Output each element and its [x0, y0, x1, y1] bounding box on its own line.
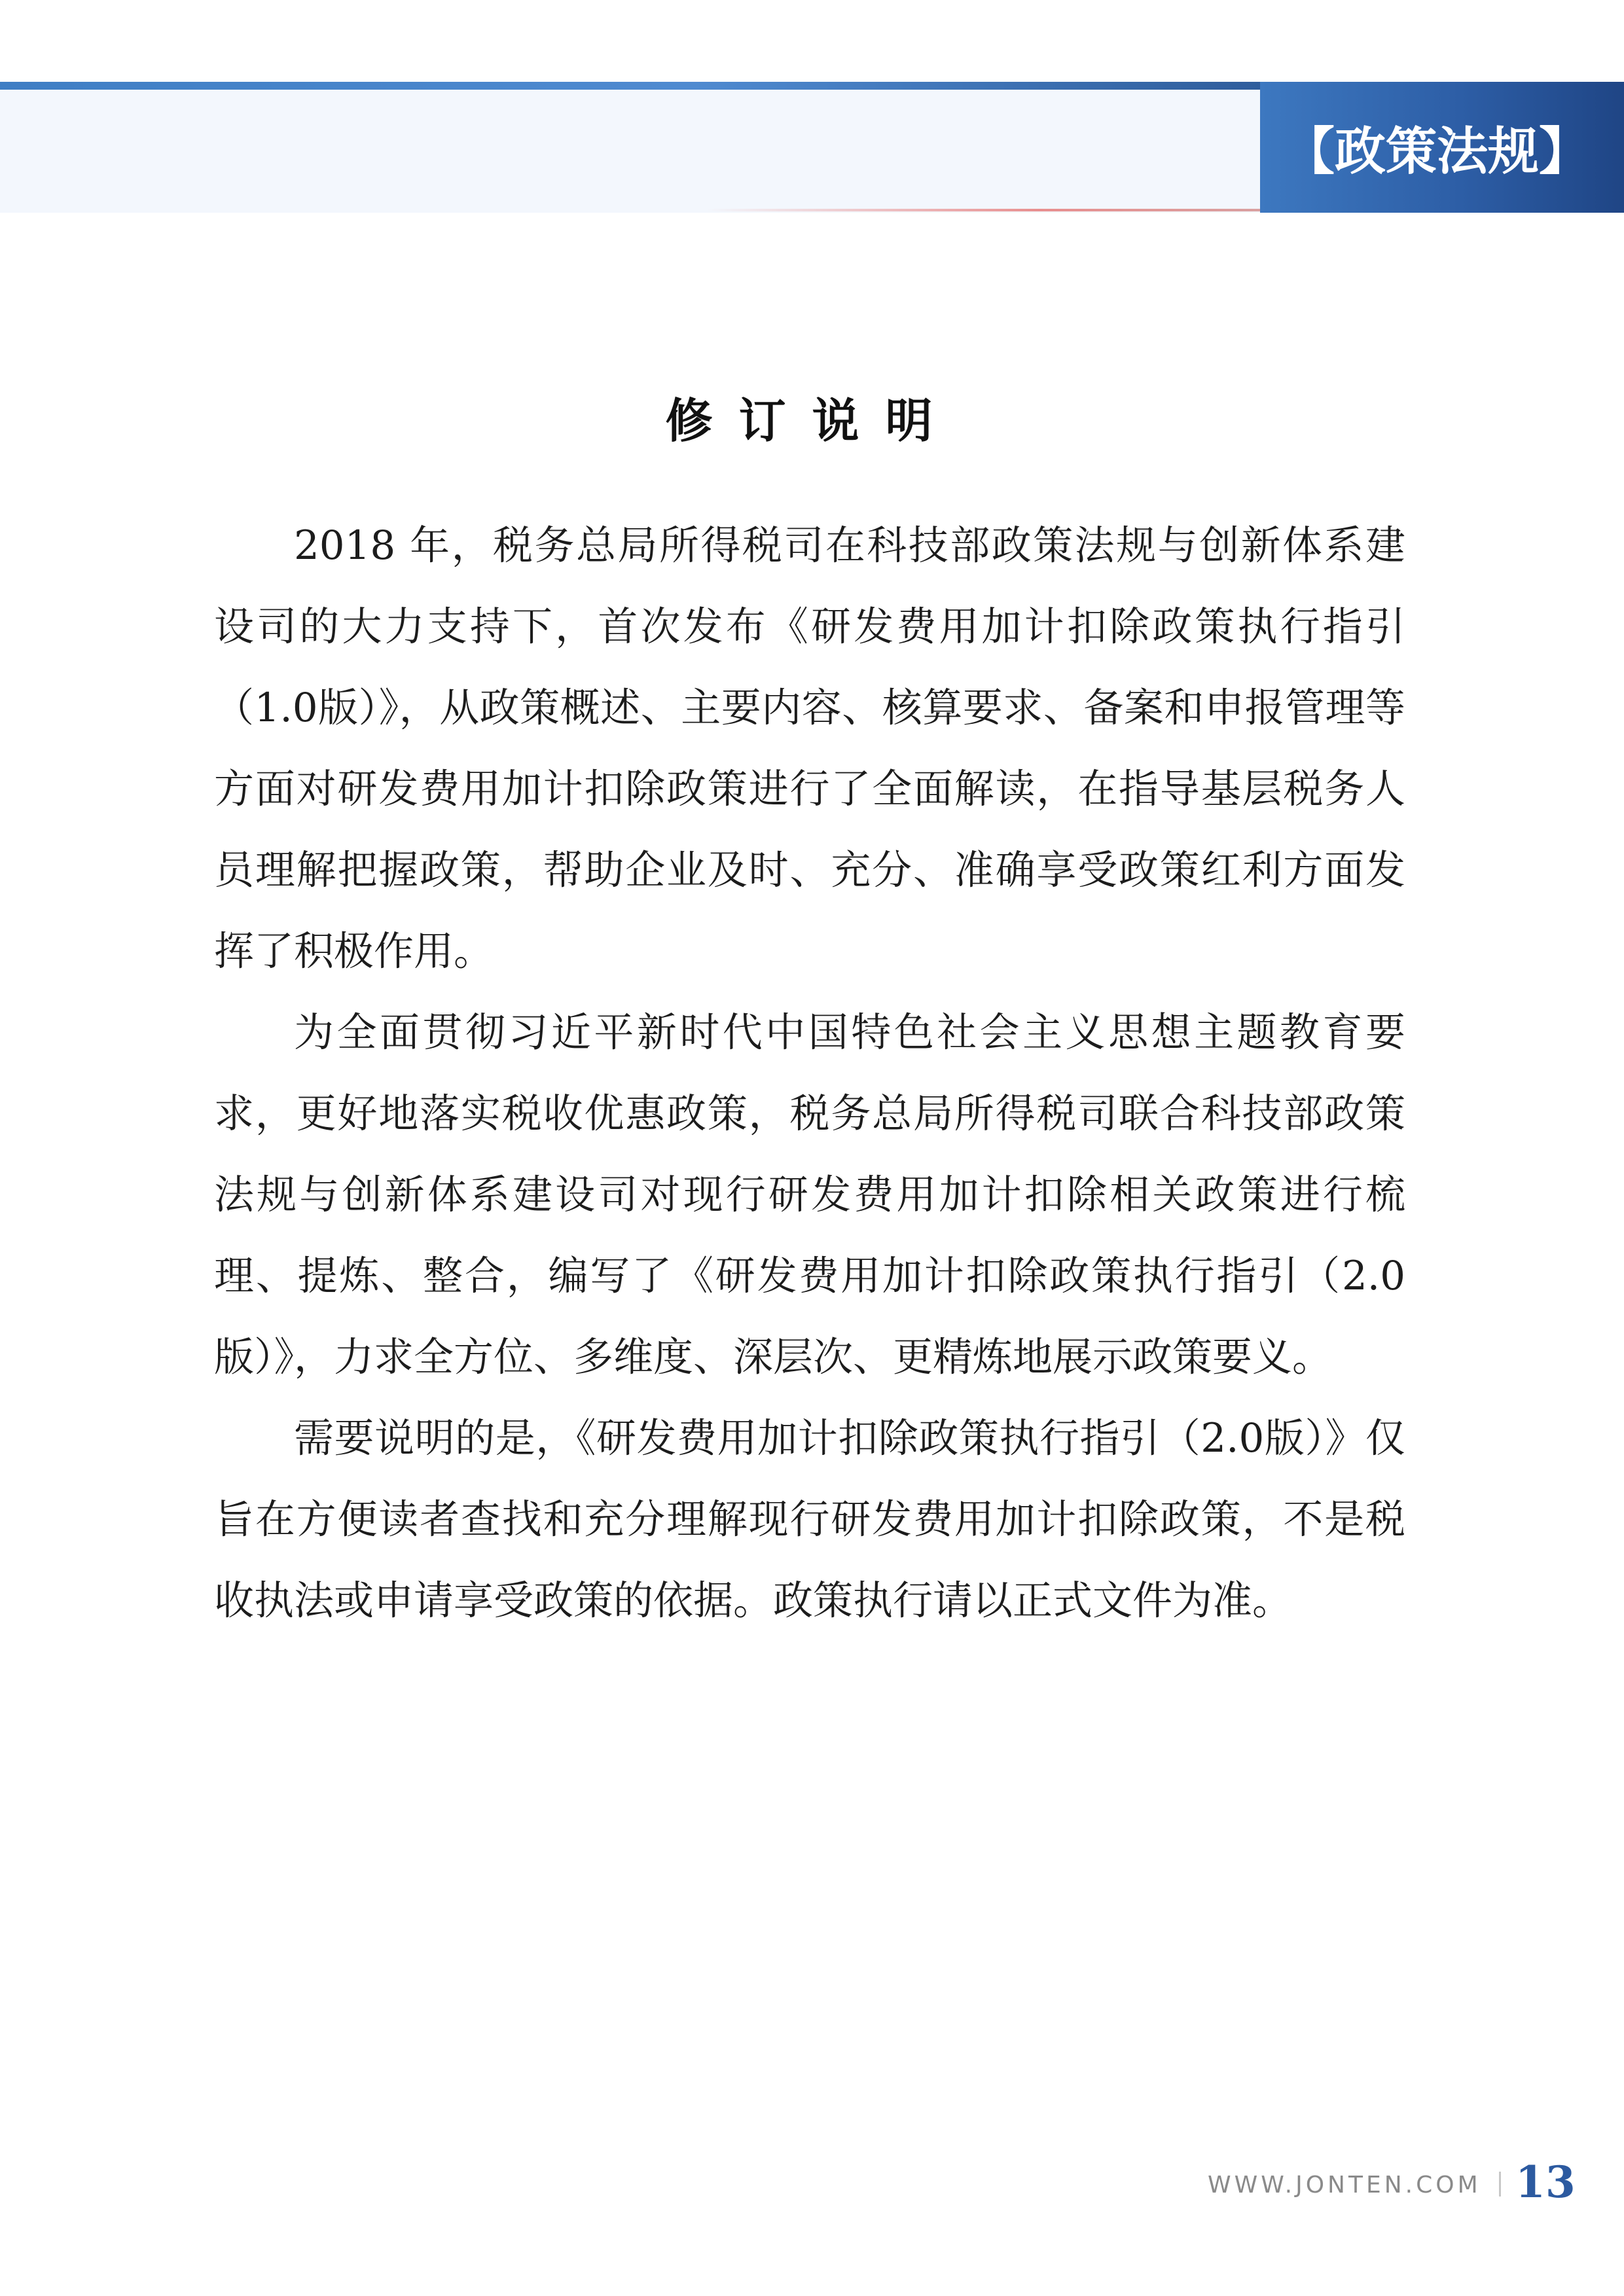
page-title: 修订说明 — [665, 393, 959, 448]
body-text — [214, 505, 1405, 1641]
footer-separator — [1499, 2172, 1501, 2197]
header-accent-line — [0, 82, 1260, 90]
page-number: 13 — [1515, 2157, 1576, 2208]
section-label: 【政策法规】 — [1284, 122, 1591, 181]
paragraph-3: 需要说明的是，《研发费用加计扣除政策执行指引（2.0版）》仅旨在方便读者查找和充分理解现行研发费用加计扣除政策，不是税收执法或申请享受政策的依据。政策执行请以正式文件为准。 — [214, 1415, 1405, 1624]
header-divider-line — [707, 209, 1260, 211]
section-tab — [1260, 82, 1624, 213]
paragraph-2: 为全面贯彻习近平新时代中国特色社会主义思想主题教育要求，更好地落实税收优惠政策，税务总局所得税司联合科技部政策法规与创新体系建设司对现行研发费用加计扣除相关政策进行梳理、提炼、整合，编写了《研发费用加计扣除政策执行指引（2.0版）》，力求全方位、多维度、深层次、更精炼地展示政策要义。 — [214, 1009, 1405, 1380]
paragraph-1: 2018 年，税务总局所得税司在科技部政策法规与创新体系建设司的大力支持下，首次发布《研发费用加计扣除政策执行指引（1.0版）》，从政策概述、主要内容、核算要求、备案和申报管理等方面对研发费用加计扣除政策进行了全面解读，在指导基层税务人员理解把握政策，帮助企业及时、充分、准确享受政策红利方面发挥了积极作用。 — [214, 522, 1405, 975]
footer-url: WWW.JONTEN.COM — [1208, 2172, 1481, 2198]
